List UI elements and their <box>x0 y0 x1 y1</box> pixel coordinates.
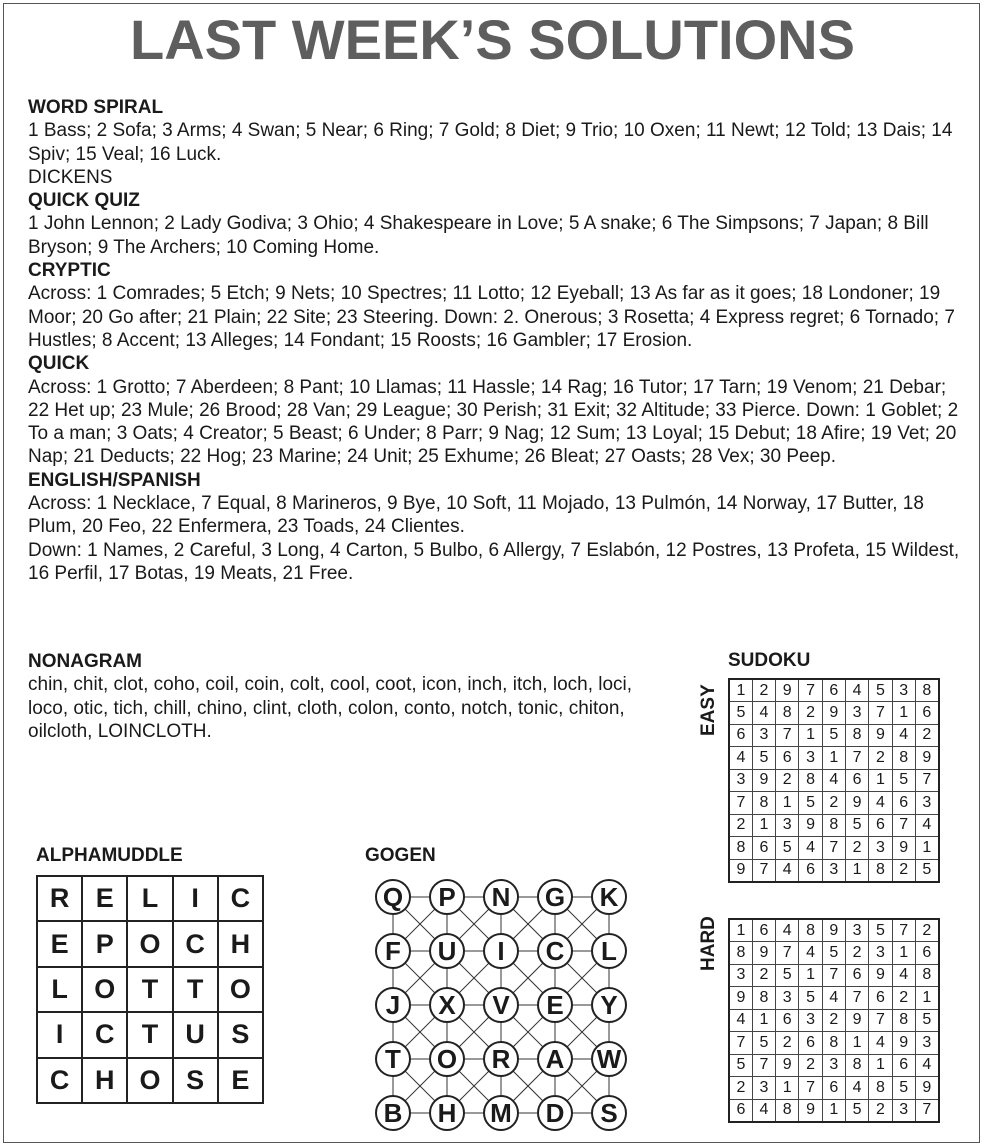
english-spanish-across: Across: 1 Necklace, 7 Equal, 8 Marineros, 9 Bye, 10 Soft, 11 Mojado, 13 Pulmón, 14 Norway, 17 Butter, 18 Plum, 20 Feo, 22 Enfermera, 23 Toads, 24 Clientes. <box>28 493 924 538</box>
sudoku-cell: 1 <box>869 769 892 792</box>
sudoku-cell: 6 <box>869 814 892 837</box>
sudoku-cell: 5 <box>776 837 799 860</box>
alphamuddle-cell: H <box>218 921 263 966</box>
quick-quiz-answers: 1 John Lennon; 2 Lady Godiva; 3 Ohio; 4 Shakespeare in Love; 5 A snake; 6 The Simpsons; 7 Japan; 8 Bill Bryson; 9 The Archers; 10 Coming Home. <box>28 213 929 258</box>
gogen-letter: H <box>437 1098 457 1128</box>
sudoku-cell: 4 <box>845 679 868 702</box>
sudoku-cell: 8 <box>799 769 822 792</box>
sudoku-cell: 3 <box>869 942 892 965</box>
sudoku-cell: 4 <box>776 859 799 882</box>
sudoku-row <box>729 859 939 882</box>
sudoku-cell: 1 <box>752 814 775 837</box>
sudoku-row <box>729 1099 939 1122</box>
sudoku-cell: 4 <box>776 919 799 942</box>
sudoku-cell: 5 <box>752 747 775 770</box>
sudoku-cell: 9 <box>729 987 752 1010</box>
sudoku-cell: 6 <box>776 1009 799 1032</box>
sudoku-cell: 8 <box>892 1009 915 1032</box>
sudoku-row <box>729 1054 939 1077</box>
sudoku-cell: 2 <box>799 1054 822 1077</box>
alphamuddle-cell: L <box>37 967 82 1012</box>
sudoku-cell: 2 <box>869 1099 892 1122</box>
gogen-letter: A <box>545 1044 565 1074</box>
sudoku-cell: 1 <box>845 859 868 882</box>
sudoku-cell: 3 <box>822 1054 845 1077</box>
alphamuddle-cell: O <box>127 921 172 966</box>
sudoku-row <box>729 1009 939 1032</box>
gogen-letter: B <box>383 1098 403 1128</box>
sudoku-cell: 7 <box>845 987 868 1010</box>
sudoku-cell: 1 <box>892 942 915 965</box>
sudoku-cell: 9 <box>892 1032 915 1055</box>
sudoku-cell: 7 <box>822 837 845 860</box>
sudoku-cell: 9 <box>869 724 892 747</box>
sudoku-cell: 5 <box>822 942 845 965</box>
sudoku-cell: 8 <box>776 1099 799 1122</box>
sudoku-easy-label: EASY <box>698 684 719 736</box>
sudoku-cell: 9 <box>822 919 845 942</box>
sudoku-cell: 9 <box>845 1009 868 1032</box>
sudoku-cell: 3 <box>752 1077 775 1100</box>
sudoku-cell: 4 <box>915 814 938 837</box>
nonagram-heading: NONAGRAM <box>28 651 142 672</box>
sudoku-cell: 1 <box>776 1077 799 1100</box>
sudoku-cell: 1 <box>776 792 799 815</box>
sudoku-cell: 6 <box>869 987 892 1010</box>
sudoku-cell: 3 <box>799 747 822 770</box>
quick-heading: QUICK <box>28 353 90 375</box>
sudoku-cell: 5 <box>845 814 868 837</box>
gogen-letter: W <box>596 1044 622 1074</box>
sudoku-cell: 1 <box>845 1032 868 1055</box>
solutions-text <box>28 96 963 585</box>
sudoku-cell: 3 <box>892 1099 915 1122</box>
sudoku-row <box>729 987 939 1010</box>
gogen-letter: P <box>438 882 456 912</box>
sudoku-cell: 2 <box>776 769 799 792</box>
sudoku-cell: 2 <box>729 814 752 837</box>
sudoku-cell: 3 <box>799 1009 822 1032</box>
sudoku-cell: 6 <box>845 964 868 987</box>
sudoku-cell: 4 <box>845 1077 868 1100</box>
sudoku-cell: 3 <box>915 1032 938 1055</box>
sudoku-cell: 7 <box>776 724 799 747</box>
quick-quiz-heading: QUICK QUIZ <box>28 190 140 212</box>
alphamuddle-row <box>37 1012 263 1057</box>
sudoku-cell: 4 <box>822 987 845 1010</box>
english-spanish-heading: ENGLISH/SPANISH <box>28 469 201 491</box>
sudoku-cell: 4 <box>822 769 845 792</box>
word-spiral-answers: 1 Bass; 2 Sofa; 3 Arms; 4 Swan; 5 Near; 6 Ring; 7 Gold; 8 Diet; 9 Trio; 10 Oxen; 11 Newt; 12 Told; 13 Dais; 14 Spiv; 15 Veal; 16 Luck. <box>28 120 953 165</box>
sudoku-cell: 6 <box>729 1099 752 1122</box>
alphamuddle-cell: C <box>82 1012 127 1057</box>
sudoku-row <box>729 1032 939 1055</box>
alphamuddle-cell: P <box>82 921 127 966</box>
sudoku-cell: 1 <box>915 837 938 860</box>
sudoku-row <box>729 919 939 942</box>
alphamuddle-cell: S <box>218 1012 263 1057</box>
sudoku-cell: 2 <box>776 1032 799 1055</box>
sudoku-cell: 6 <box>822 679 845 702</box>
alphamuddle-cell: O <box>82 967 127 1012</box>
cryptic-heading: CRYPTIC <box>28 260 111 282</box>
sudoku-cell: 5 <box>869 679 892 702</box>
sudoku-cell: 3 <box>776 814 799 837</box>
alphamuddle-row <box>37 967 263 1012</box>
alphamuddle-row <box>37 1058 263 1103</box>
sudoku-cell: 3 <box>776 987 799 1010</box>
sudoku-cell: 3 <box>752 724 775 747</box>
sudoku-cell: 8 <box>776 702 799 725</box>
nonagram-section <box>28 650 648 743</box>
sudoku-cell: 2 <box>845 837 868 860</box>
sudoku-cell: 5 <box>799 792 822 815</box>
alphamuddle-cell: T <box>173 967 218 1012</box>
sudoku-cell: 7 <box>869 702 892 725</box>
sudoku-heading: SUDOKU <box>728 650 811 671</box>
sudoku-cell: 9 <box>845 792 868 815</box>
sudoku-cell: 6 <box>776 747 799 770</box>
gogen-letter: G <box>544 882 566 912</box>
sudoku-cell: 5 <box>776 964 799 987</box>
sudoku-cell: 2 <box>845 942 868 965</box>
sudoku-row <box>729 724 939 747</box>
sudoku-cell: 7 <box>822 964 845 987</box>
gogen-letter: S <box>600 1098 618 1128</box>
sudoku-cell: 9 <box>729 859 752 882</box>
sudoku-cell: 4 <box>799 837 822 860</box>
sudoku-easy-grid <box>728 678 940 883</box>
sudoku-cell: 4 <box>752 702 775 725</box>
sudoku-cell: 9 <box>869 964 892 987</box>
word-spiral-heading: WORD SPIRAL <box>28 97 164 118</box>
sudoku-cell: 9 <box>822 702 845 725</box>
gogen-letter: D <box>545 1098 565 1128</box>
gogen-letter: M <box>490 1098 512 1128</box>
sudoku-cell: 4 <box>869 1032 892 1055</box>
sudoku-cell: 9 <box>799 814 822 837</box>
sudoku-cell: 4 <box>869 792 892 815</box>
sudoku-cell: 4 <box>892 724 915 747</box>
sudoku-cell: 1 <box>799 964 822 987</box>
sudoku-cell: 7 <box>752 1054 775 1077</box>
sudoku-cell: 2 <box>822 792 845 815</box>
sudoku-row <box>729 964 939 987</box>
sudoku-cell: 6 <box>915 702 938 725</box>
alphamuddle-cell: I <box>173 876 218 921</box>
sudoku-cell: 7 <box>799 679 822 702</box>
gogen-letter: V <box>492 990 510 1020</box>
gogen-letter: U <box>437 936 457 966</box>
sudoku-cell: 2 <box>892 859 915 882</box>
sudoku-cell: 7 <box>915 769 938 792</box>
sudoku-cell: 2 <box>799 702 822 725</box>
sudoku-cell: 6 <box>892 792 915 815</box>
sudoku-cell: 3 <box>845 702 868 725</box>
sudoku-cell: 1 <box>752 1009 775 1032</box>
sudoku-cell: 6 <box>752 837 775 860</box>
sudoku-cell: 5 <box>729 702 752 725</box>
sudoku-cell: 4 <box>729 1009 752 1032</box>
sudoku-cell: 2 <box>752 679 775 702</box>
sudoku-cell: 1 <box>822 747 845 770</box>
sudoku-cell: 5 <box>915 1009 938 1032</box>
sudoku-cell: 5 <box>752 1032 775 1055</box>
sudoku-cell: 1 <box>799 724 822 747</box>
alphamuddle-cell: R <box>37 876 82 921</box>
alphamuddle-cell: C <box>173 921 218 966</box>
sudoku-cell: 7 <box>729 792 752 815</box>
sudoku-cell: 2 <box>752 964 775 987</box>
alphamuddle-cell: U <box>173 1012 218 1057</box>
alphamuddle-cell: E <box>82 876 127 921</box>
sudoku-cell: 2 <box>915 724 938 747</box>
sudoku-cell: 8 <box>845 1054 868 1077</box>
sudoku-cell: 3 <box>845 919 868 942</box>
sudoku-cell: 1 <box>915 987 938 1010</box>
sudoku-row <box>729 814 939 837</box>
sudoku-cell: 7 <box>892 814 915 837</box>
alphamuddle-row <box>37 921 263 966</box>
page-title: LAST WEEK’S SOLUTIONS <box>130 8 855 71</box>
sudoku-cell: 9 <box>752 769 775 792</box>
alphamuddle-cell: O <box>218 967 263 1012</box>
gogen-heading: GOGEN <box>365 845 436 866</box>
gogen-letter: I <box>497 936 505 966</box>
sudoku-cell: 6 <box>892 1054 915 1077</box>
sudoku-cell: 9 <box>915 1077 938 1100</box>
sudoku-cell: 6 <box>845 769 868 792</box>
sudoku-cell: 7 <box>776 942 799 965</box>
sudoku-cell: 7 <box>729 1032 752 1055</box>
sudoku-cell: 6 <box>822 1077 845 1100</box>
sudoku-cell: 8 <box>799 919 822 942</box>
sudoku-hard-grid <box>728 918 940 1123</box>
sudoku-row <box>729 769 939 792</box>
sudoku-cell: 8 <box>729 942 752 965</box>
sudoku-cell: 9 <box>752 942 775 965</box>
sudoku-row <box>729 679 939 702</box>
sudoku-cell: 4 <box>915 1054 938 1077</box>
sudoku-cell: 6 <box>915 942 938 965</box>
sudoku-cell: 5 <box>822 724 845 747</box>
sudoku-cell: 7 <box>799 1077 822 1100</box>
sudoku-cell: 4 <box>729 747 752 770</box>
sudoku-cell: 8 <box>915 679 938 702</box>
alphamuddle-cell: T <box>127 967 172 1012</box>
sudoku-cell: 9 <box>776 1054 799 1077</box>
gogen-letter: F <box>385 936 401 966</box>
sudoku-cell: 7 <box>869 1009 892 1032</box>
sudoku-row <box>729 702 939 725</box>
sudoku-cell: 7 <box>915 1099 938 1122</box>
sudoku-cell: 5 <box>869 919 892 942</box>
sudoku-cell: 6 <box>799 1032 822 1055</box>
sudoku-cell: 3 <box>729 964 752 987</box>
gogen-grid <box>360 870 640 1140</box>
alphamuddle-cell: L <box>127 876 172 921</box>
sudoku-cell: 9 <box>892 837 915 860</box>
sudoku-cell: 8 <box>822 1032 845 1055</box>
sudoku-cell: 4 <box>892 964 915 987</box>
gogen-letter: R <box>491 1044 511 1074</box>
sudoku-hard-label: HARD <box>698 916 719 971</box>
gogen-letter: E <box>546 990 564 1020</box>
sudoku-cell: 1 <box>892 702 915 725</box>
word-spiral-word: DICKENS <box>28 166 113 188</box>
alphamuddle-cell: E <box>218 1058 263 1103</box>
alphamuddle-heading: ALPHAMUDDLE <box>36 845 183 866</box>
sudoku-cell: 8 <box>845 724 868 747</box>
gogen-letter: N <box>491 882 511 912</box>
sudoku-cell: 1 <box>869 1054 892 1077</box>
gogen-letter: O <box>436 1044 458 1074</box>
sudoku-cell: 1 <box>729 919 752 942</box>
alphamuddle-cell: T <box>127 1012 172 1057</box>
alphamuddle-cell: C <box>37 1058 82 1103</box>
quick-answers: Across: 1 Grotto; 7 Aberdeen; 8 Pant; 10 Llamas; 11 Hassle; 14 Rag; 16 Tutor; 17 Tarn; 19 Venom; 21 Debar; 22 Het up; 23 Mule; 26 Brood; 28 Van; 29 League; 30 Perish; 31 Exit; 32 Altitude; 33 Pierce. Down: 1 Goblet; 2 To a man; 3 Oats; 4 Creator; 5 Beast; 6 Under; 8 Parr; 9 Nag; 12 Sum; 13 Loyal; 15 Debut; 18 Afire; 19 Vet; 20 Nap; 21 Deducts; 22 Hog; 23 Marine; 24 Unit; 25 Exhume; 26 Bleat; 27 Oasts; 28 Vex; 30 Peep. <box>28 376 959 468</box>
sudoku-cell: 8 <box>915 964 938 987</box>
sudoku-cell: 2 <box>892 987 915 1010</box>
sudoku-row <box>729 747 939 770</box>
sudoku-cell: 3 <box>892 679 915 702</box>
sudoku-cell: 8 <box>752 987 775 1010</box>
alphamuddle-grid <box>36 875 264 1104</box>
sudoku-row <box>729 942 939 965</box>
sudoku-cell: 5 <box>915 859 938 882</box>
sudoku-cell: 7 <box>892 919 915 942</box>
sudoku-cell: 4 <box>752 1099 775 1122</box>
alphamuddle-cell: S <box>173 1058 218 1103</box>
sudoku-cell: 8 <box>752 792 775 815</box>
sudoku-cell: 9 <box>799 1099 822 1122</box>
sudoku-cell: 2 <box>729 1077 752 1100</box>
sudoku-cell: 8 <box>822 814 845 837</box>
sudoku-cell: 2 <box>915 919 938 942</box>
sudoku-cell: 1 <box>729 679 752 702</box>
sudoku-cell: 5 <box>892 1077 915 1100</box>
sudoku-cell: 9 <box>776 679 799 702</box>
sudoku-row <box>729 837 939 860</box>
sudoku-cell: 3 <box>869 837 892 860</box>
sudoku-cell: 4 <box>799 942 822 965</box>
sudoku-cell: 6 <box>752 919 775 942</box>
gogen-letter: Y <box>600 990 618 1020</box>
alphamuddle-cell: H <box>82 1058 127 1103</box>
sudoku-cell: 2 <box>822 1009 845 1032</box>
sudoku-cell: 7 <box>845 747 868 770</box>
english-spanish-down: Down: 1 Names, 2 Careful, 3 Long, 4 Carton, 5 Bulbo, 6 Allergy, 7 Eslabón, 12 Postres, 13 Profeta, 15 Wildest, 16 Perfil, 17 Botas, 19 Meats, 21 Free. <box>28 539 960 584</box>
gogen-letter: T <box>385 1044 401 1074</box>
sudoku-cell: 5 <box>845 1099 868 1122</box>
alphamuddle-cell: E <box>37 921 82 966</box>
sudoku-row <box>729 792 939 815</box>
sudoku-cell: 8 <box>892 747 915 770</box>
gogen-letter: L <box>601 936 617 966</box>
sudoku-cell: 3 <box>729 769 752 792</box>
gogen-letter: Q <box>382 882 404 912</box>
sudoku-cell: 6 <box>729 724 752 747</box>
sudoku-cell: 5 <box>799 987 822 1010</box>
alphamuddle-cell: C <box>218 876 263 921</box>
alphamuddle-cell: I <box>37 1012 82 1057</box>
sudoku-cell: 9 <box>915 747 938 770</box>
gogen-letter: K <box>599 882 619 912</box>
sudoku-row <box>729 1077 939 1100</box>
sudoku-cell: 3 <box>822 859 845 882</box>
sudoku-cell: 3 <box>915 792 938 815</box>
sudoku-cell: 5 <box>892 769 915 792</box>
gogen-letter: J <box>385 990 401 1020</box>
sudoku-cell: 6 <box>799 859 822 882</box>
alphamuddle-cell: O <box>127 1058 172 1103</box>
gogen-letter: X <box>438 990 456 1020</box>
sudoku-cell: 2 <box>869 747 892 770</box>
gogen-letter: C <box>545 936 565 966</box>
sudoku-cell: 8 <box>869 1077 892 1100</box>
sudoku-cell: 1 <box>822 1099 845 1122</box>
nonagram-answers: chin, chit, clot, coho, coil, coin, colt, cool, coot, icon, inch, itch, loch, loci, loco, otic, tich, chill, chino, clint, cloth, colon, conto, notch, tonic, chiton, oilcloth, LOINCLOTH. <box>28 674 633 742</box>
sudoku-cell: 8 <box>869 859 892 882</box>
cryptic-answers: Across: 1 Comrades; 5 Etch; 9 Nets; 10 Spectres; 11 Lotto; 12 Eyeball; 13 As far as it goes; 18 Londoner; 19 Moor; 20 Go after; 21 Plain; 22 Site; 23 Steering. Down: 2. Onerous; 3 Rosetta; 4 Express regret; 6 Tornado; 7 Hustles; 8 Accent; 13 Alleges; 14 Fondant; 15 Roosts; 16 Gambler; 17 Erosion. <box>28 283 955 351</box>
sudoku-cell: 8 <box>729 837 752 860</box>
alphamuddle-row <box>37 876 263 921</box>
sudoku-cell: 5 <box>729 1054 752 1077</box>
sudoku-cell: 7 <box>752 859 775 882</box>
